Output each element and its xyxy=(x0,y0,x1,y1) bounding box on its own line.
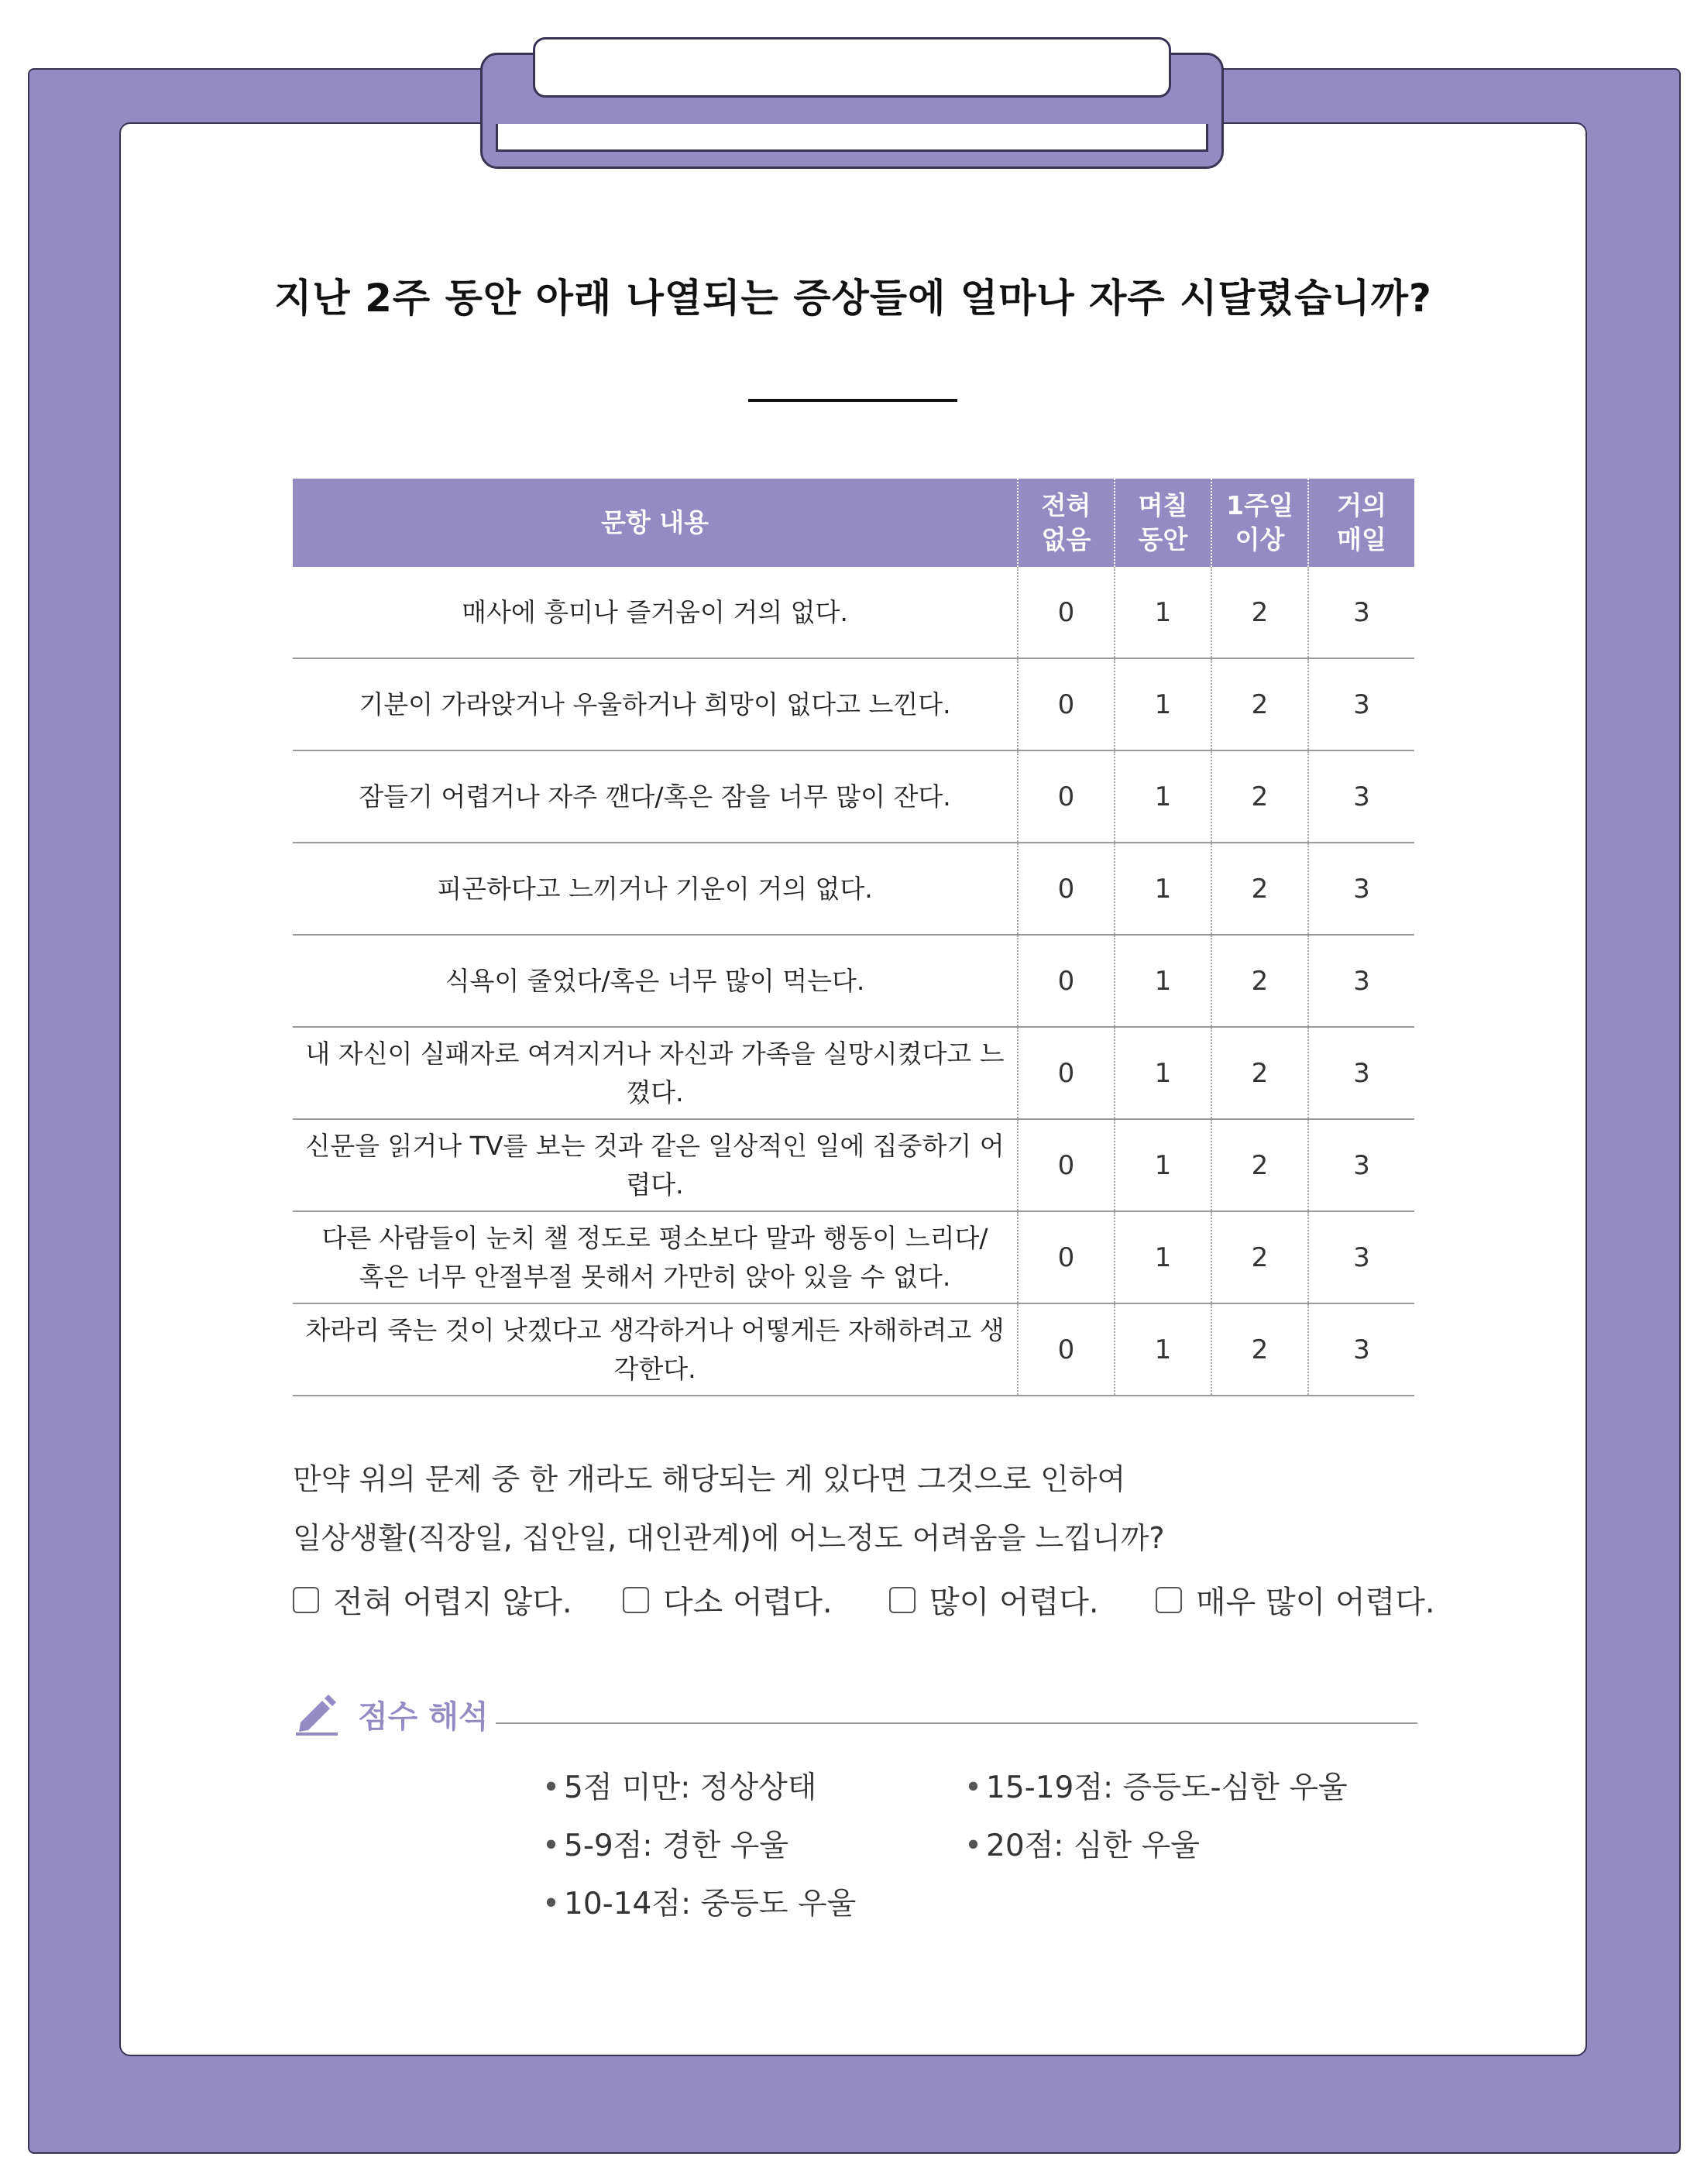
score-cell[interactable]: 0 xyxy=(1018,750,1115,843)
score-cell[interactable]: 2 xyxy=(1211,567,1308,658)
header-item: 문항 내용 xyxy=(293,479,1018,567)
score-cell[interactable]: 3 xyxy=(1308,750,1414,843)
page-title: 지난 2주 동안 아래 나열되는 증상들에 얼마나 자주 시달렸습니까? xyxy=(274,276,1432,321)
score-title: 점수 해석 xyxy=(358,1698,489,1735)
score-cell[interactable]: 2 xyxy=(1211,1211,1308,1303)
score-item: • 5점 미만: 정상상태 xyxy=(542,1770,817,1805)
table-row xyxy=(293,750,1414,843)
table-header-row xyxy=(293,479,1414,567)
header-option: 거의 매일 xyxy=(1308,479,1414,567)
score-cell[interactable]: 1 xyxy=(1115,567,1211,658)
score-cell[interactable]: 2 xyxy=(1211,1303,1308,1396)
followup-question: 만약 위의 문제 중 한 개라도 해당되는 게 있다면 그것으로 인하여 일상생활(직장일, 집안일, 대인관계)에 어느정도 어려움을 느낍니까? xyxy=(293,1462,1165,1555)
score-cell[interactable]: 0 xyxy=(1018,1119,1115,1211)
score-cell[interactable]: 3 xyxy=(1308,658,1414,750)
score-cell[interactable]: 0 xyxy=(1018,843,1115,935)
score-cell[interactable]: 3 xyxy=(1308,843,1414,935)
score-cell[interactable]: 2 xyxy=(1211,935,1308,1027)
score-cell[interactable]: 2 xyxy=(1211,843,1308,935)
score-cell[interactable]: 3 xyxy=(1308,1119,1414,1211)
score-cell[interactable]: 2 xyxy=(1211,658,1308,750)
score-cell[interactable]: 0 xyxy=(1018,567,1115,658)
checkbox[interactable] xyxy=(623,1587,649,1613)
table-row xyxy=(293,1211,1414,1303)
row-item-text: 식욕이 줄었다/혹은 너무 많이 먹는다. xyxy=(293,935,1018,1027)
row-item-text: 신문을 읽거나 TV를 보는 것과 같은 일상적인 일에 집중하기 어렵다. xyxy=(293,1119,1018,1211)
table-row xyxy=(293,935,1414,1027)
score-cell[interactable]: 3 xyxy=(1308,1027,1414,1119)
row-item-text: 차라리 죽는 것이 낫겠다고 생각하거나 어떻게든 자해하려고 생각한다. xyxy=(293,1303,1018,1396)
choice-somewhat-difficult[interactable]: 다소 어렵다. xyxy=(623,1578,833,1622)
score-cell[interactable]: 0 xyxy=(1018,1303,1115,1396)
score-cell[interactable]: 3 xyxy=(1308,567,1414,658)
score-cell[interactable]: 2 xyxy=(1211,1027,1308,1119)
table-row xyxy=(293,567,1414,658)
table-row xyxy=(293,658,1414,750)
choice-not-difficult[interactable]: 전혀 어렵지 않다. xyxy=(293,1578,572,1622)
score-item: • 5-9점: 경한 우울 xyxy=(542,1829,789,1863)
score-divider xyxy=(496,1722,1417,1724)
clip-inner xyxy=(496,124,1208,152)
score-cell[interactable]: 1 xyxy=(1115,843,1211,935)
score-cell[interactable]: 1 xyxy=(1115,1211,1211,1303)
score-cell[interactable]: 0 xyxy=(1018,1027,1115,1119)
checkbox[interactable] xyxy=(889,1587,916,1613)
score-cell[interactable]: 1 xyxy=(1115,750,1211,843)
questionnaire-table xyxy=(293,479,1414,1396)
score-cell[interactable]: 2 xyxy=(1211,1119,1308,1211)
row-item-text: 기분이 가라앉거나 우울하거나 희망이 없다고 느낀다. xyxy=(293,658,1018,750)
choice-very-difficult[interactable]: 많이 어렵다. xyxy=(889,1578,1099,1622)
score-cell[interactable]: 0 xyxy=(1018,658,1115,750)
score-cell[interactable]: 1 xyxy=(1115,658,1211,750)
row-item-text: 매사에 흥미나 즐거움이 거의 없다. xyxy=(293,567,1018,658)
header-option: 전혀 없음 xyxy=(1018,479,1115,567)
score-cell[interactable]: 1 xyxy=(1115,1119,1211,1211)
pencil-icon xyxy=(293,1688,341,1739)
header-option: 1주일 이상 xyxy=(1211,479,1308,567)
clip-top xyxy=(533,37,1171,98)
score-cell[interactable]: 1 xyxy=(1115,1303,1211,1396)
score-cell[interactable]: 0 xyxy=(1018,1211,1115,1303)
checkbox[interactable] xyxy=(293,1587,319,1613)
row-item-text: 피곤하다고 느끼거나 기운이 거의 없다. xyxy=(293,843,1018,935)
score-cell[interactable]: 0 xyxy=(1018,935,1115,1027)
score-cell[interactable]: 1 xyxy=(1115,935,1211,1027)
checkbox[interactable] xyxy=(1156,1587,1182,1613)
row-item-text: 내 자신이 실패자로 여겨지거나 자신과 가족을 실망시켰다고 느꼈다. xyxy=(293,1027,1018,1119)
score-cell[interactable]: 1 xyxy=(1115,1027,1211,1119)
choice-extremely-difficult[interactable]: 매우 많이 어렵다. xyxy=(1156,1578,1435,1622)
table-row xyxy=(293,1119,1414,1211)
score-section-header xyxy=(293,1688,489,1739)
table-row xyxy=(293,1027,1414,1119)
header-option: 며칠 동안 xyxy=(1115,479,1211,567)
score-item: • 10-14점: 중등도 우울 xyxy=(542,1887,857,1921)
score-cell[interactable]: 2 xyxy=(1211,750,1308,843)
score-cell[interactable]: 3 xyxy=(1308,1211,1414,1303)
row-item-text: 잠들기 어렵거나 자주 깬다/혹은 잠을 너무 많이 잔다. xyxy=(293,750,1018,843)
table-row xyxy=(293,843,1414,935)
score-cell[interactable]: 3 xyxy=(1308,1303,1414,1396)
score-item: • 15-19점: 증등도-심한 우울 xyxy=(964,1770,1348,1805)
title-divider xyxy=(748,399,957,402)
row-item-text: 다른 사람들이 눈치 챌 정도로 평소보다 말과 행동이 느리다/ 혹은 너무 안절부절 못해서 가만히 앉아 있을 수 없다. xyxy=(293,1211,1018,1303)
table-row xyxy=(293,1303,1414,1396)
score-item: • 20점: 심한 우울 xyxy=(964,1829,1200,1863)
score-cell[interactable]: 3 xyxy=(1308,935,1414,1027)
